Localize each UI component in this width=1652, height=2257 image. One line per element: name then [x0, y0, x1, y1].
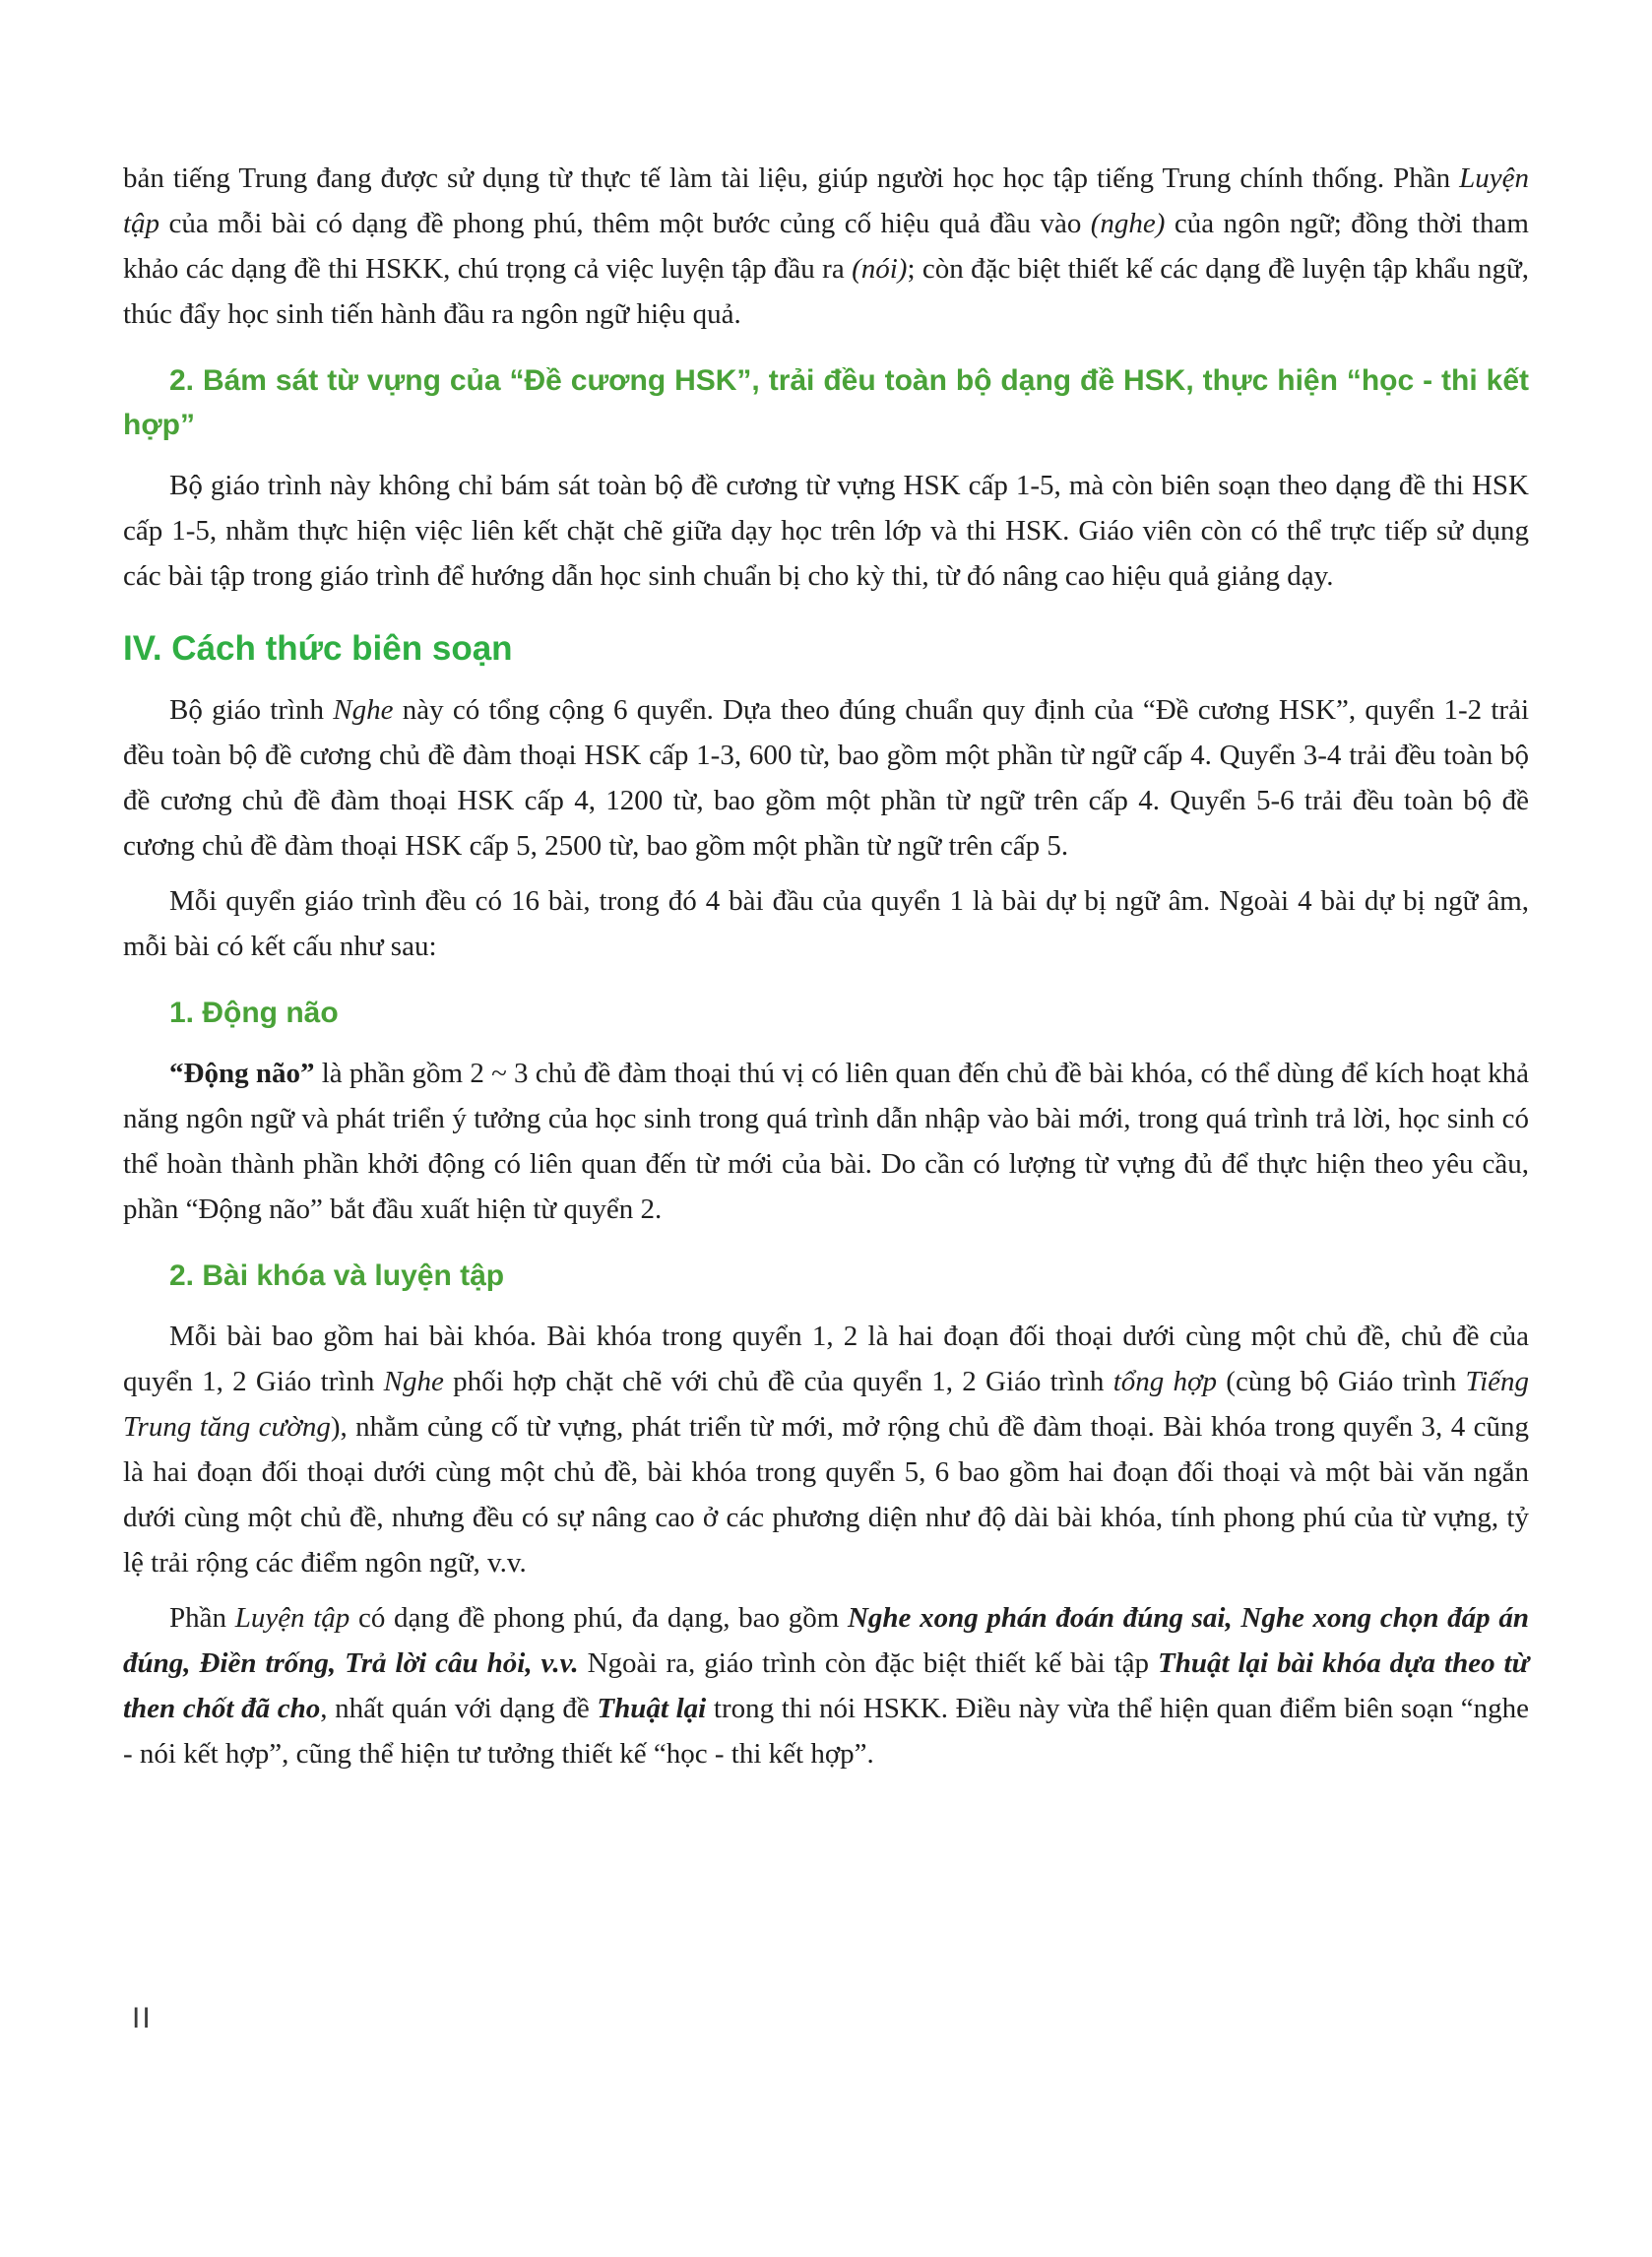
paragraph-dong-nao: “Động não” là phần gồm 2 ~ 3 chủ đề đàm thoại thú vị có liên quan đến chủ đề bài khóa, có thể dùng để kích hoạt khả năng ngôn ngữ và phát triển ý tưởng của học sinh trong quá trình dẫn nhập vào bài mới, trong quá trình trả lời, học sinh có thể hoàn thành phần khởi động có liên quan đến từ mới của bài. Do cần có lượng từ vựng đủ để thực hiện theo yêu cầu, phần “Động não” bắt đầu xuất hiện từ quyển 2. [123, 1058, 1529, 1225]
paragraph-tong-cong-6-quyen: Bộ giáo trình Nghe này có tổng cộng 6 quyển. Dựa theo đúng chuẩn quy định của “Đề cương HSK”, quyển 1-2 trải đều toàn bộ đề cương chủ đề đàm thoại HSK cấp 1-3, 600 từ, bao gồm một phần từ ngữ cấp 4. Quyển 3-4 trải đều toàn bộ đề cương chủ đề đàm thoại HSK cấp 4, 1200 từ, bao gồm một phần từ ngữ trên cấp 4. Quyển 5-6 trải đều toàn bộ đề cương chủ đề đàm thoại HSK cấp 5, 2500 từ, bao gồm một phần từ ngữ trên cấp 5. [123, 694, 1529, 862]
subheading-bai-khoa-va-luyen-tap: 2. Bài khóa và luyện tập [169, 1259, 505, 1292]
paragraph-moi-quyen-16-bai: Mỗi quyển giáo trình đều có 16 bài, trong đó 4 bài đầu của quyển 1 là bài dự bị ngữ âm. Ngoài 4 bài dự bị ngữ âm, mỗi bài có kết cấu như sau: [123, 885, 1529, 962]
page-number: II [132, 2002, 153, 2034]
paragraph-bai-khoa: Mỗi bài bao gồm hai bài khóa. Bài khóa trong quyển 1, 2 là hai đoạn đối thoại dưới cùng một chủ đề, chủ đề của quyển 1, 2 Giáo trình Nghe phối hợp chặt chẽ với chủ đề của quyển 1, 2 Giáo trình tổng hợp (cùng bộ Giáo trình Tiếng Trung tăng cường), nhằm củng cố từ vựng, phát triển từ mới, mở rộng chủ đề đàm thoại. Bài khóa trong quyển 3, 4 cũng là hai đoạn đối thoại dưới cùng một chủ đề, bài khóa trong quyển 5, 6 bao gồm hai đoạn đối thoại và một bài văn ngắn dưới cùng một chủ đề, nhưng đều có sự nâng cao ở các phương diện như độ dài bài khóa, tính phong phú của từ vựng, tỷ lệ trải rộng các điểm ngôn ngữ, v.v. [123, 1321, 1530, 1579]
paragraph-intro-continuation: bản tiếng Trung đang được sử dụng từ thực tế làm tài liệu, giúp người học học tập tiếng Trung chính thống. Phần Luyện tập của mỗi bài có dạng đề phong phú, thêm một bước củng cố hiệu quả đầu vào (nghe) của ngôn ngữ; đồng thời tham khảo các dạng đề thi HSKK, chú trọng cả việc luyện tập đầu ra (nói); còn đặc biệt thiết kế các dạng đề luyện tập khẩu ngữ, thúc đẩy học sinh tiến hành đầu ra ngôn ngữ hiệu quả. [123, 162, 1529, 330]
subheading-bam-sat-tu-vung: 2. Bám sát từ vựng của “Đề cương HSK”, trải đều toàn bộ dạng đề HSK, thực hiện “học - thi kết hợp” [123, 364, 1529, 441]
paragraph-bam-sat: Bộ giáo trình này không chỉ bám sát toàn bộ đề cương từ vựng HSK cấp 1-5, mà còn biên soạn theo dạng đề thi HSK cấp 1-5, nhằm thực hiện việc liên kết chặt chẽ giữa dạy học trên lớp và thi HSK. Giáo viên còn có thể trực tiếp sử dụng các bài tập trong giáo trình để hướng dẫn học sinh chuẩn bị cho kỳ thi, từ đó nâng cao hiệu quả giảng dạy. [123, 470, 1529, 592]
section-heading-cach-thuc-bien-soan: IV. Cách thức biên soạn [123, 629, 513, 668]
paragraph-luyen-tap: Phần Luyện tập có dạng đề phong phú, đa dạng, bao gồm Nghe xong phán đoán đúng sai, Nghe xong chọn đáp án đúng, Điền trống, Trả lời câu hỏi, v.v. Ngoài ra, giáo trình còn đặc biệt thiết kế bài tập Thuật lại bài khóa dựa theo từ then chốt đã cho, nhất quán với dạng đề Thuật lại trong thi nói HSKK. Điều này vừa thể hiện quan điểm biên soạn “nghe - nói kết hợp”, cũng thể hiện tư tưởng thiết kế “học - thi kết hợp”. [123, 1602, 1529, 1770]
subheading-dong-nao: 1. Động não [169, 997, 339, 1029]
